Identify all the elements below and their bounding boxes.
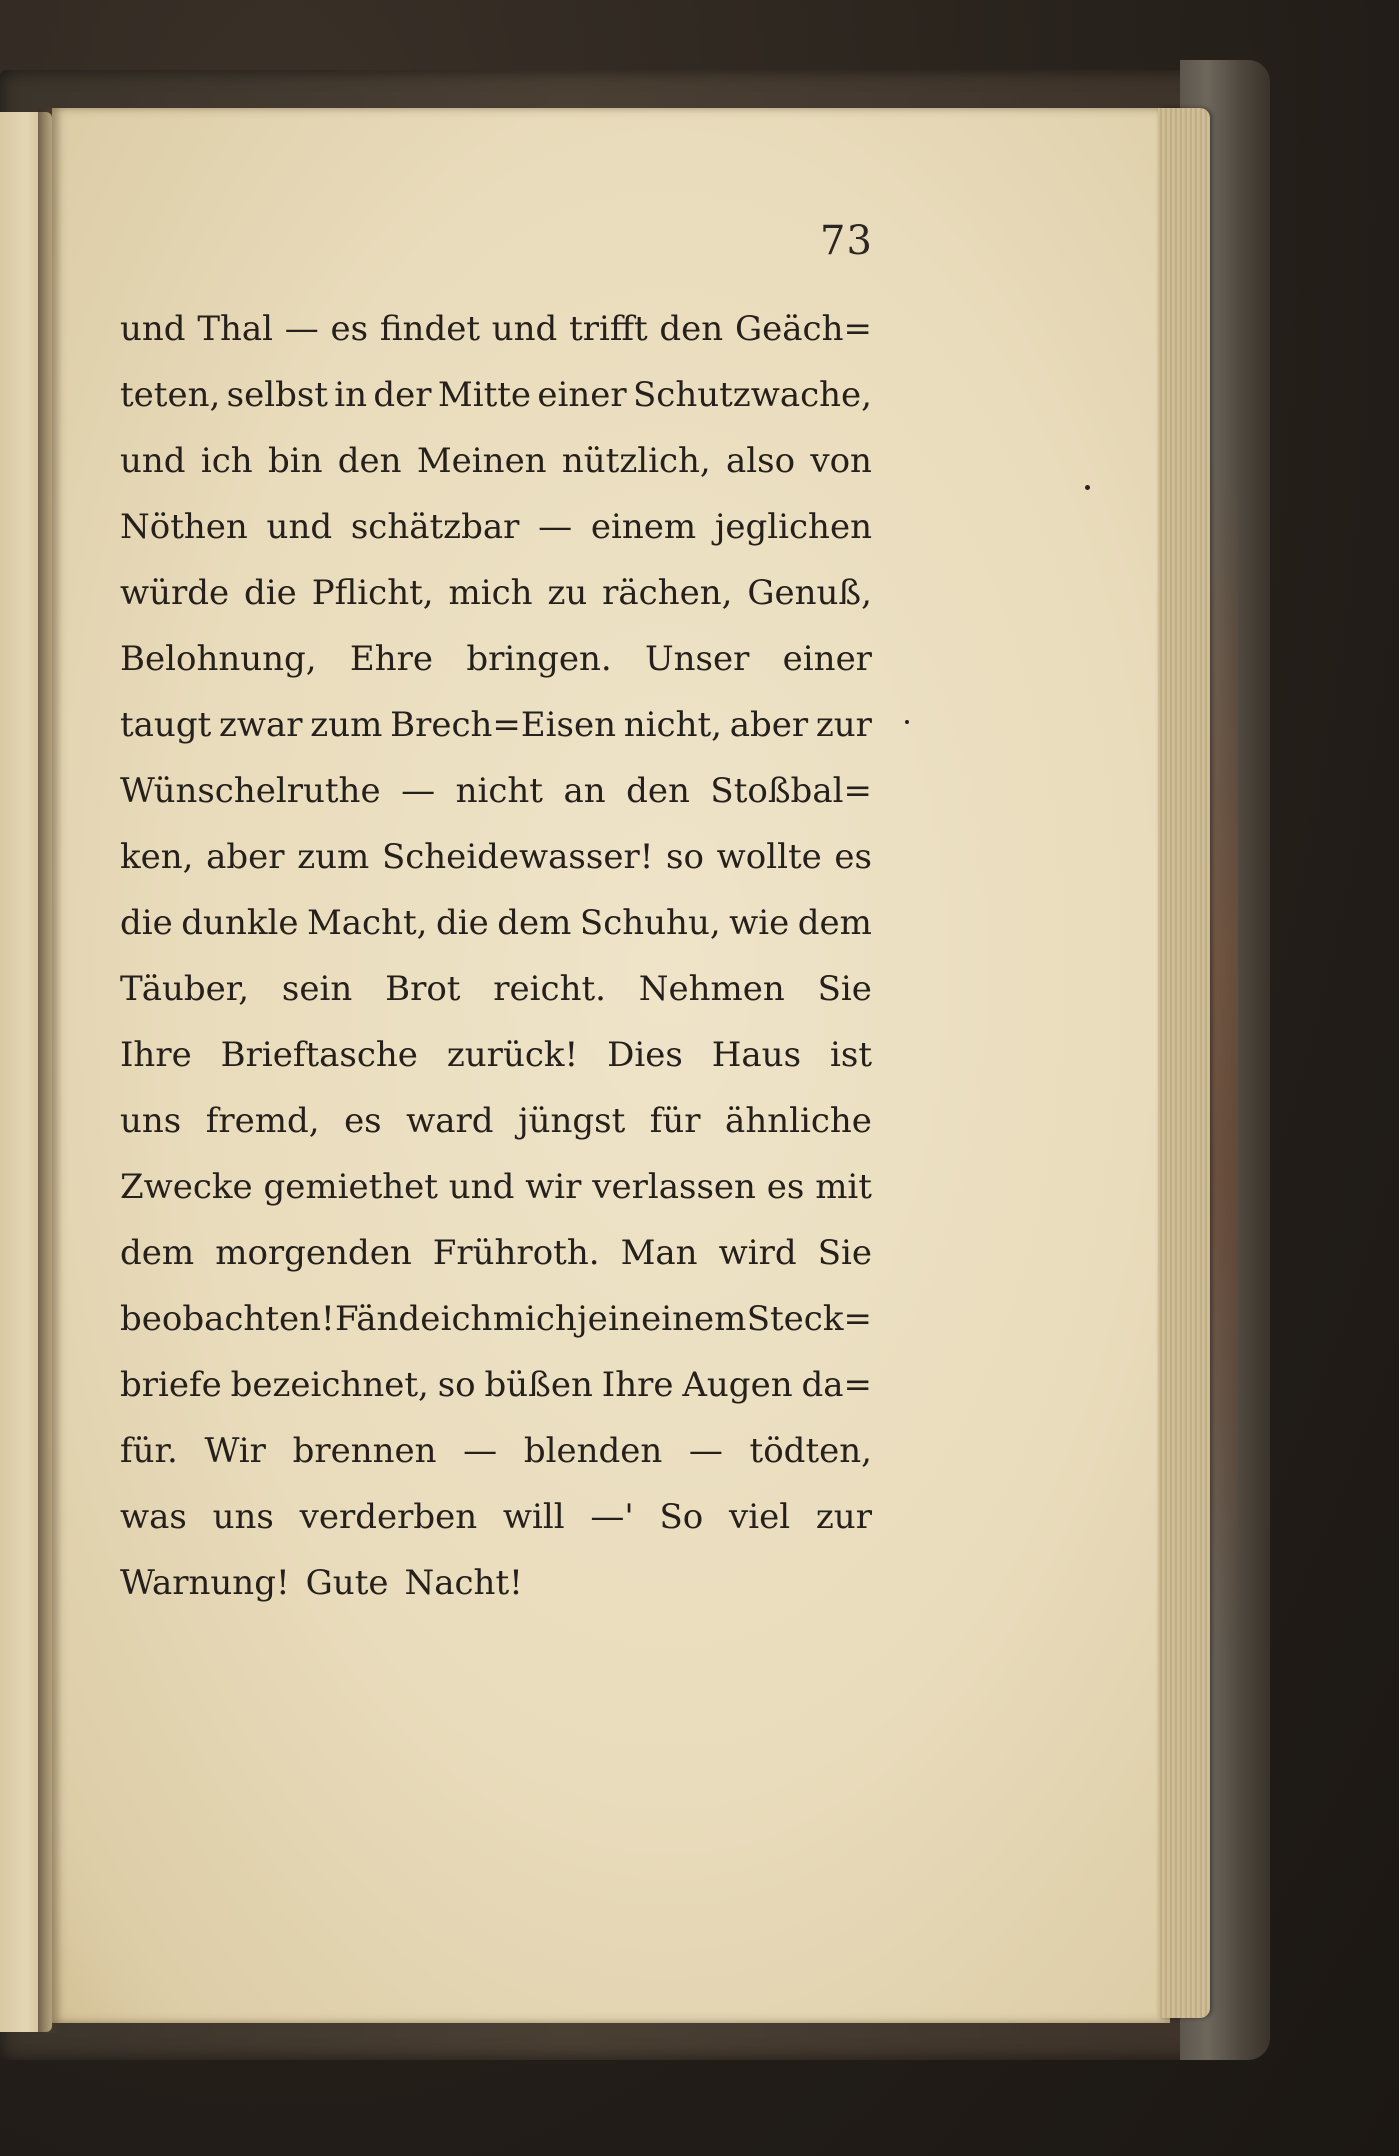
- word: aber: [206, 837, 285, 877]
- dust-speck: [905, 720, 909, 724]
- word: Thal: [197, 309, 274, 349]
- word: Scheidewasser!: [381, 837, 654, 877]
- word: schätzbar: [350, 507, 520, 547]
- word: fremd,: [205, 1101, 320, 1141]
- word: mich: [448, 573, 533, 613]
- word: von: [810, 441, 872, 481]
- word: der: [373, 375, 432, 415]
- word: will: [502, 1497, 565, 1537]
- word: Meinen: [416, 441, 547, 481]
- word: morgenden: [215, 1233, 412, 1273]
- word: —: [538, 507, 573, 547]
- word: dem: [797, 903, 872, 943]
- word: zum: [297, 837, 370, 877]
- word: so: [437, 1365, 476, 1405]
- word: Belohnung,: [120, 639, 317, 679]
- word: ward: [406, 1101, 494, 1141]
- word: Zwecke: [120, 1167, 253, 1207]
- word: Stoßbal=: [710, 771, 872, 811]
- word: und: [120, 309, 186, 349]
- word: Macht,: [306, 903, 428, 943]
- word: einem: [590, 507, 697, 547]
- word: es: [766, 1167, 805, 1207]
- word: ähnliche: [725, 1101, 872, 1141]
- text-line: [120, 1484, 872, 1550]
- word: verderben: [299, 1497, 478, 1537]
- word: —: [688, 1431, 723, 1471]
- word: Fände: [334, 1299, 441, 1339]
- word: für.: [120, 1431, 178, 1471]
- word: da=: [801, 1365, 872, 1405]
- word: mich: [492, 1299, 577, 1339]
- word: den: [626, 771, 690, 811]
- word: einem: [641, 1299, 747, 1339]
- word: den: [659, 309, 724, 349]
- word: aber: [729, 705, 809, 745]
- word: rächen,: [602, 573, 733, 613]
- word: zu: [547, 573, 588, 613]
- text-line: [120, 362, 872, 428]
- word: einer: [782, 639, 872, 679]
- body-text: [120, 296, 872, 1616]
- word: dem: [120, 1233, 195, 1273]
- word: nicht: [455, 771, 543, 811]
- dust-speck: [1085, 485, 1090, 490]
- text-line: [120, 1154, 872, 1220]
- word: wie: [729, 903, 790, 943]
- word: nützlich,: [561, 441, 711, 481]
- word: mit: [815, 1167, 872, 1207]
- word: würde: [120, 573, 230, 613]
- word: ist: [830, 1035, 872, 1075]
- page-number: 73: [820, 218, 873, 264]
- word: Unser: [645, 639, 750, 679]
- word: —': [590, 1497, 634, 1537]
- word: es: [834, 837, 872, 877]
- word: büßen: [484, 1365, 593, 1405]
- word: ich: [440, 1299, 493, 1339]
- text-line: [120, 494, 872, 560]
- word: Ehre: [349, 639, 434, 679]
- word: Pflicht,: [311, 573, 434, 613]
- text-line: [120, 1550, 872, 1616]
- dust-speck: [1000, 12, 1007, 21]
- word: die: [435, 903, 489, 943]
- word: viel: [729, 1497, 791, 1537]
- word: Schutzwache,: [633, 375, 872, 415]
- word: es: [330, 309, 369, 349]
- word: in: [334, 375, 368, 415]
- word: briefe: [120, 1365, 222, 1405]
- word: an: [563, 771, 606, 811]
- word: die: [120, 903, 173, 943]
- word: teten,: [120, 375, 221, 415]
- word: tödten,: [749, 1431, 872, 1471]
- text-line: [120, 692, 872, 758]
- text-line: [120, 1352, 872, 1418]
- word: Wünschelruthe: [120, 771, 381, 811]
- word: gemiethet: [263, 1167, 438, 1207]
- word: ken,: [120, 837, 194, 877]
- word: Täuber,: [120, 969, 250, 1009]
- word: Wir: [204, 1431, 266, 1471]
- word: Steck=: [746, 1299, 872, 1339]
- word: den: [337, 441, 402, 481]
- page-stack-edges: [1158, 108, 1210, 2018]
- word: zum: [310, 705, 383, 745]
- word: Geäch=: [734, 309, 872, 349]
- word: dem: [497, 903, 572, 943]
- word: dunkle: [181, 903, 299, 943]
- word: wir: [525, 1167, 582, 1207]
- word: So: [659, 1497, 704, 1537]
- word: Nöthen: [120, 507, 248, 547]
- word: Augen: [682, 1365, 793, 1405]
- word: so: [666, 837, 704, 877]
- word: Genuß,: [747, 573, 872, 613]
- text-line: [120, 1022, 872, 1088]
- word: zur: [815, 1497, 872, 1537]
- word: Schuhu,: [579, 903, 721, 943]
- text-line: [120, 1088, 872, 1154]
- page-gutter-shadow: [38, 108, 62, 2033]
- word: Haus: [711, 1035, 802, 1075]
- word: was: [120, 1497, 187, 1537]
- word: brennen: [292, 1431, 437, 1471]
- word: wollte: [716, 837, 822, 877]
- text-line: [120, 1418, 872, 1484]
- word: trifft: [569, 309, 648, 349]
- text-line: [120, 956, 872, 1022]
- word: ich: [200, 441, 253, 481]
- word: je: [577, 1299, 608, 1339]
- word: taugt: [120, 705, 212, 745]
- word: findet: [379, 309, 480, 349]
- word: jüngst: [518, 1101, 626, 1141]
- word: zwar: [219, 705, 303, 745]
- word: Ihre: [601, 1365, 674, 1405]
- word: blenden: [523, 1431, 663, 1471]
- word: Frühroth.: [432, 1233, 600, 1273]
- word: —: [463, 1431, 498, 1471]
- word: Sie: [817, 1233, 872, 1273]
- word: Man: [620, 1233, 698, 1273]
- word: Nacht!: [404, 1563, 523, 1603]
- text-line: [120, 1220, 872, 1286]
- text-line: [120, 1286, 872, 1352]
- word: in: [608, 1299, 641, 1339]
- word: Warnung!: [120, 1563, 290, 1603]
- word: Mitte: [437, 375, 532, 415]
- word: zurück!: [446, 1035, 579, 1075]
- word: bringen.: [466, 639, 612, 679]
- word: verlassen: [592, 1167, 756, 1207]
- word: selbst: [226, 375, 328, 415]
- word: und: [120, 441, 186, 481]
- word: und: [448, 1167, 515, 1207]
- text-line: [120, 824, 872, 890]
- text-line: [120, 626, 872, 692]
- word: bin: [267, 441, 323, 481]
- word: Nehmen: [638, 969, 785, 1009]
- word: nicht,: [623, 705, 722, 745]
- word: —: [401, 771, 436, 811]
- word: Brieftasche: [220, 1035, 418, 1075]
- word: —: [284, 309, 319, 349]
- word: und: [491, 309, 558, 349]
- word: sein: [281, 969, 353, 1009]
- word: Brech=Eisen: [390, 705, 617, 745]
- word: Gute: [305, 1563, 389, 1603]
- word: also: [726, 441, 796, 481]
- word: Dies: [607, 1035, 683, 1075]
- word: und: [266, 507, 333, 547]
- word: jeglichen: [714, 507, 872, 547]
- text-line: [120, 890, 872, 956]
- word: uns: [120, 1101, 182, 1141]
- word: zur: [815, 705, 872, 745]
- word: beobachten!: [120, 1299, 335, 1339]
- word: einer: [537, 375, 627, 415]
- text-line: [120, 296, 872, 362]
- word: reicht.: [493, 969, 606, 1009]
- word: es: [344, 1101, 382, 1141]
- text-line: [120, 428, 872, 494]
- text-line: [120, 758, 872, 824]
- word: Sie: [817, 969, 872, 1009]
- word: bezeichnet,: [230, 1365, 429, 1405]
- word: wird: [718, 1233, 797, 1273]
- word: die: [244, 573, 297, 613]
- text-line: [120, 560, 872, 626]
- word: Ihre: [120, 1035, 192, 1075]
- word: uns: [212, 1497, 274, 1537]
- word: Brot: [385, 969, 461, 1009]
- word: für: [649, 1101, 701, 1141]
